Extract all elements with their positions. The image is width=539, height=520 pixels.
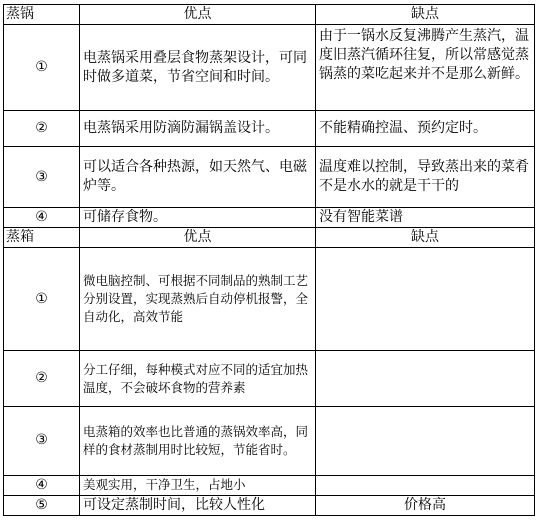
steamer-con-cell: 没有智能菜谱 (316, 207, 535, 227)
table-row (4, 147, 535, 208)
oven-con-cell (316, 248, 535, 351)
table-row (4, 351, 535, 407)
row-number: ② (4, 351, 80, 407)
oven-pro-cell: 美观实用，干净卫生，占地小 (80, 475, 316, 495)
oven-con-cell (316, 475, 535, 495)
row-number: ③ (4, 147, 80, 208)
table-row (4, 111, 535, 147)
steamer-cons-header: 缺点 (316, 5, 535, 25)
steamer-pro-cell: 电蒸锅采用叠层食物蒸架设计，可同时做多道菜，节省空间和时间。 (80, 25, 316, 111)
row-number: ④ (4, 475, 80, 495)
oven-con-cell: 价格高 (316, 495, 535, 515)
oven-pro-cell: 可设定蒸制时间，比较人性化 (80, 495, 316, 515)
table-row (4, 25, 535, 111)
oven-con-cell (316, 406, 535, 475)
steamer-pro-cell: 电蒸锅采用防滴防漏锅盖设计。 (80, 111, 316, 147)
table-row (4, 248, 535, 351)
table-row (4, 475, 535, 495)
oven-con-cell (316, 351, 535, 407)
row-number: ① (4, 25, 80, 111)
table-row (4, 207, 535, 227)
oven-header-row (4, 228, 535, 248)
table-row (4, 495, 535, 515)
steamer-header-row (4, 5, 535, 25)
steamer-con-cell: 温度难以控制，导致蒸出来的菜肴不是水水的就是干干的 (316, 147, 535, 208)
steamer-con-cell: 由于一锅水反复沸腾产生蒸汽，温度旧蒸汽循环往复，所以常感觉蒸锅蒸的菜吃起来并不是那么新鲜。 (316, 25, 535, 111)
row-number: ② (4, 111, 80, 147)
oven-cons-header: 缺点 (316, 228, 535, 248)
row-number: ① (4, 248, 80, 351)
steamer-section-label: 蒸锅 (4, 5, 80, 25)
row-number: ⑤ (4, 495, 80, 515)
steamer-pro-cell: 可储存食物。 (80, 207, 316, 227)
comparison-table (3, 4, 535, 516)
table-row (4, 406, 535, 475)
steamer-con-cell: 不能精确控温、预约定时。 (316, 111, 535, 147)
oven-section-label: 蒸箱 (4, 228, 80, 248)
row-number: ③ (4, 406, 80, 475)
steamer-pros-header: 优点 (80, 5, 316, 25)
oven-pro-cell: 分工仔细，每种模式对应不同的适宜加热温度，不会破坏食物的营养素 (80, 351, 316, 407)
row-number: ④ (4, 207, 80, 227)
oven-pro-cell: 电蒸箱的效率也比普通的蒸锅效率高，同样的食材蒸制用时比较短，节能省时。 (80, 406, 316, 475)
steamer-pro-cell: 可以适合各种热源，如天然气、电磁炉等。 (80, 147, 316, 208)
oven-pros-header: 优点 (80, 228, 316, 248)
oven-pro-cell: 微电脑控制、可根据不同制品的熟制工艺分别设置，实现蒸熟后自动停机报警，全自动化，高效节能 (80, 248, 316, 351)
